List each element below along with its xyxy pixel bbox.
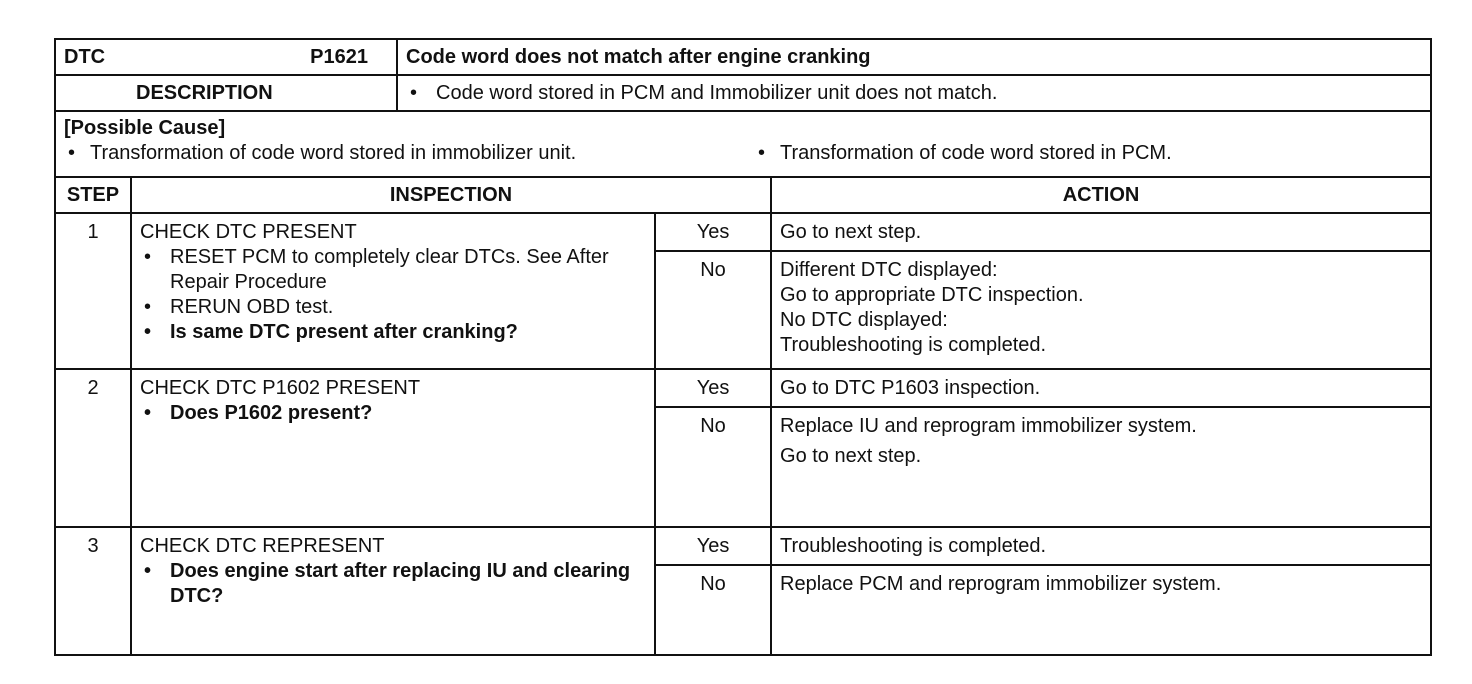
no-action-line: No DTC displayed: [780, 309, 948, 331]
step-question: • Is same DTC present after cranking? [140, 320, 646, 345]
step-title: CHECK DTC P1602 PRESENT [140, 377, 421, 399]
step-bullet: • RERUN OBD test. [140, 295, 646, 320]
possible-cause-item: • Transformation of code word stored in PCM. [754, 141, 1172, 166]
no-label: No [655, 565, 771, 655]
description-row [55, 75, 1431, 111]
step-inspection [131, 527, 655, 655]
action-column-header: ACTION [771, 177, 1431, 213]
step-row [55, 213, 1431, 251]
step-number: 1 [55, 213, 131, 369]
step-bullet: • RESET PCM to completely clear DTCs. See After Repair Procedure [140, 245, 646, 295]
step-row [55, 527, 1431, 565]
no-action-line: Go to next step. [780, 445, 922, 467]
description-label: DESCRIPTION [55, 75, 397, 111]
no-action-line: Troubleshooting is completed. [780, 334, 1047, 356]
dtc-code: P1621 [310, 45, 369, 68]
dtc-table [54, 38, 1432, 656]
step-row [55, 369, 1431, 407]
no-action-line: Go to appropriate DTC inspection. [780, 284, 1084, 306]
possible-cause-cell [55, 111, 1431, 177]
no-action-line: Replace IU and reprogram immobilizer system. [780, 415, 1197, 437]
inspection-column-header: INSPECTION [131, 177, 771, 213]
yes-action: Go to next step. [771, 213, 1431, 251]
possible-cause-heading: [Possible Cause] [64, 117, 226, 139]
description-cell [397, 75, 1431, 111]
step-inspection [131, 369, 655, 527]
step-table-header [55, 177, 1431, 213]
dtc-code-cell [55, 39, 397, 75]
yes-label: Yes [655, 369, 771, 407]
step-number: 3 [55, 527, 131, 655]
yes-action: Troubleshooting is completed. [771, 527, 1431, 565]
step-inspection [131, 213, 655, 369]
no-action [771, 251, 1431, 369]
no-label: No [655, 251, 771, 369]
no-label: No [655, 407, 771, 527]
possible-cause-item: • Transformation of code word stored in immobilizer unit. [64, 141, 754, 166]
no-action-line: Replace PCM and reprogram immobilizer system. [780, 573, 1222, 595]
description-text: • Code word stored in PCM and Immobilizer unit does not match. [406, 81, 1422, 106]
dtc-header-row [55, 39, 1431, 75]
no-action [771, 407, 1431, 527]
step-title: CHECK DTC REPRESENT [140, 535, 385, 557]
no-action-line: Different DTC displayed: [780, 259, 998, 281]
possible-cause-row [55, 111, 1431, 177]
step-number: 2 [55, 369, 131, 527]
dtc-label: DTC [64, 45, 106, 68]
dtc-title: Code word does not match after engine cranking [397, 39, 1431, 75]
dtc-inspection-sheet [54, 38, 1430, 666]
step-question: • Does P1602 present? [140, 401, 646, 426]
step-question: • Does engine start after replacing IU and clearing DTC? [140, 559, 646, 609]
yes-label: Yes [655, 527, 771, 565]
no-action [771, 565, 1431, 655]
step-title: CHECK DTC PRESENT [140, 221, 357, 243]
step-column-header: STEP [55, 177, 131, 213]
yes-label: Yes [655, 213, 771, 251]
yes-action: Go to DTC P1603 inspection. [771, 369, 1431, 407]
